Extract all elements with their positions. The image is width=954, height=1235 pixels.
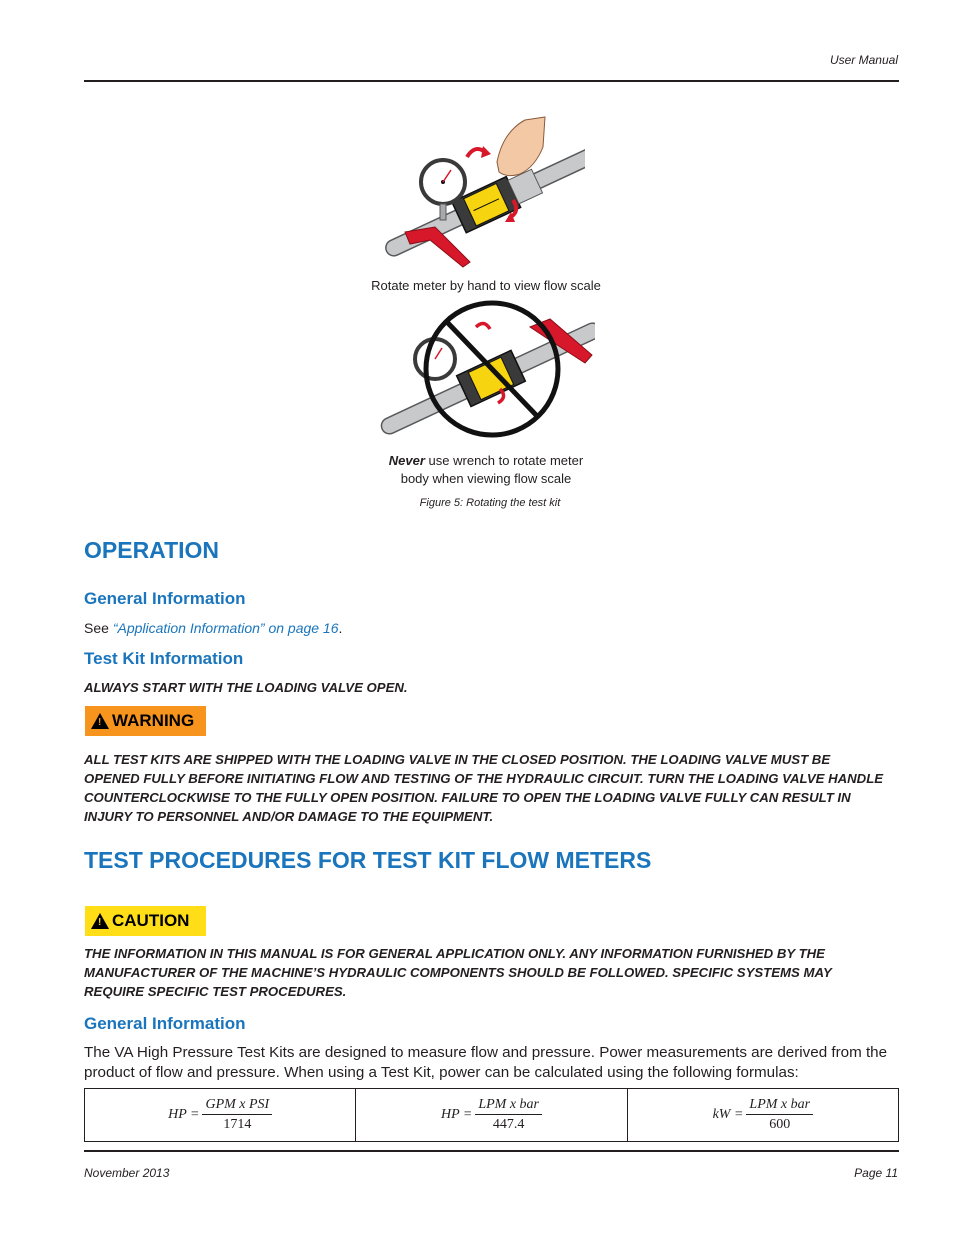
- warning-triangle-icon: !: [91, 713, 109, 729]
- warning-badge: [85, 706, 206, 736]
- power-formula-table: [84, 1088, 899, 1142]
- formula-numerator: LPM x bar: [746, 1097, 813, 1115]
- formula-denominator: 447.4: [492, 1117, 525, 1132]
- always-open-notice: ALWAYS START WITH THE LOADING VALVE OPEN.: [84, 680, 408, 695]
- formula-denominator: 1714: [223, 1117, 252, 1132]
- formula-cell: [627, 1089, 898, 1142]
- header-doc-title: User Manual: [829, 53, 898, 67]
- power-paragraph: The VA High Pressure Test Kits are designed to measure flow and pressure. Power measurements are derived from the product of flow and pressure. When using a Test Kit, power can be calculated using the following formulas:: [84, 1044, 888, 1081]
- caption-bottom-line1: use wrench to rotate meter: [424, 453, 584, 468]
- warning-label: WARNING: [112, 711, 195, 730]
- general-info-heading: General Information: [84, 589, 246, 608]
- procedures-general-info-heading: General Information: [84, 1014, 246, 1033]
- formula-numerator: GPM x PSI: [202, 1097, 272, 1115]
- test-kit-info-heading: Test Kit Information: [84, 649, 244, 668]
- application-info-link[interactable]: “Application Information” on page 16: [112, 620, 339, 636]
- warning-text: ALL TEST KITS ARE SHIPPED WITH THE LOADING VALVE IN THE CLOSED POSITION. THE LOADING VALVE MUST BE OPENED FULLY BEFORE INITIATING FLOW AND TESTING OF THE HYDRAULIC CIRCUIT. TURN THE LOADING VALVE HANDLE COUNTERCLOCKWISE TO THE FULLY OPEN POSITION. FAILURE TO OPEN THE LOADING VALVE FULLY CAN RESULT IN INJURY TO PERSONNEL AND/OR DAMAGE TO THE EQUIPMENT.: [84, 752, 884, 824]
- figure-caption-top: Rotate meter by hand to view flow scale: [371, 278, 601, 293]
- caution-label: CAUTION: [112, 911, 190, 930]
- formula-numerator: LPM x bar: [475, 1097, 542, 1115]
- formula-lhs: HP =: [168, 1107, 200, 1122]
- footer-page-number: Page 11: [854, 1166, 898, 1180]
- formula-denominator: 600: [769, 1117, 791, 1132]
- see-reference-line: [84, 620, 342, 636]
- formula-lhs: HP =: [440, 1107, 473, 1122]
- wrench-prohibited-illustration: [380, 297, 595, 447]
- header-rule: [84, 80, 899, 82]
- see-prefix: See: [84, 620, 113, 636]
- formula-lhs: kW =: [712, 1107, 744, 1122]
- caution-badge: [85, 906, 206, 936]
- formula-cell: [85, 1089, 356, 1142]
- footer-rule: [84, 1150, 899, 1152]
- figure-caption-bottom: [336, 452, 636, 488]
- caption-never-emphasis: Never: [388, 453, 425, 468]
- formula-cell: [356, 1089, 627, 1142]
- rotate-by-hand-illustration: [385, 112, 585, 272]
- test-procedures-heading: TEST PROCEDURES FOR TEST KIT FLOW METERS: [84, 847, 652, 873]
- operation-heading: OPERATION: [84, 537, 220, 563]
- see-suffix: .: [338, 620, 343, 636]
- figure-label: Figure 5: Rotating the test kit: [419, 497, 561, 509]
- caution-triangle-icon: !: [91, 913, 109, 929]
- caption-bottom-line2: body when viewing flow scale: [400, 471, 572, 486]
- caution-text: THE INFORMATION IN THIS MANUAL IS FOR GENERAL APPLICATION ONLY. ANY INFORMATION FURNISHED BY THE MANUFACTURER OF THE MACHINE’S HYDRAULIC COMPONENTS SHOULD BE FOLLOWED. SPECIFIC SYSTEMS MAY REQUIRE SPECIFIC TEST PROCEDURES.: [84, 946, 832, 999]
- footer-date: November 2013: [84, 1166, 170, 1180]
